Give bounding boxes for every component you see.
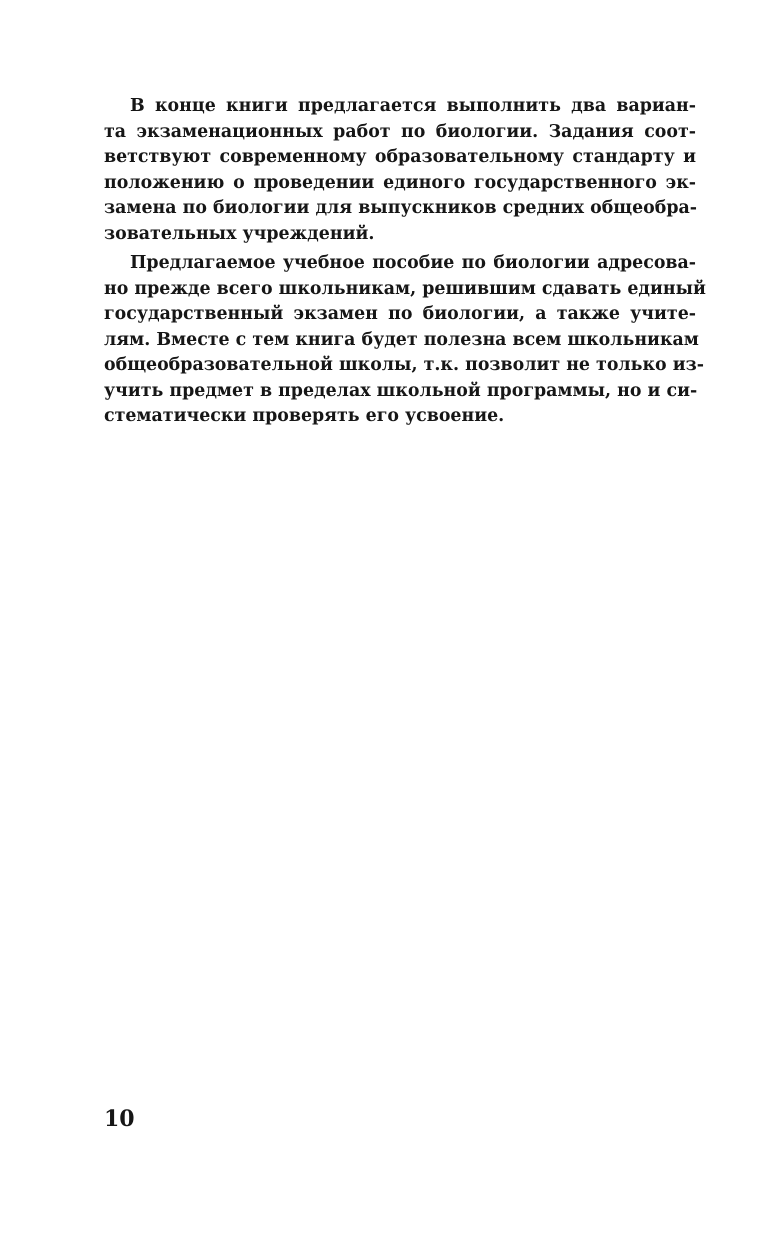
- text-line: учить предмет в пределах школьной программы, но и си-: [104, 380, 698, 401]
- text-line: та экзаменационных работ по биологии. Задания соот-: [104, 121, 696, 142]
- text-line: Предлагаемое учебное пособие по биологии адресова-: [130, 253, 696, 273]
- text-line: общеобразовательной школы, т.к. позволит не только из-: [104, 355, 704, 375]
- text-line: государственный экзамен по биологии, а также учите-: [104, 304, 696, 324]
- text-line: но прежде всего школьникам, решившим сдавать единый: [104, 278, 706, 299]
- page-number: 10: [104, 1106, 135, 1132]
- text-line: ветствуют современному образовательному стандарту и: [104, 147, 696, 167]
- text-line: зовательных учреждений.: [104, 223, 375, 244]
- text-line: замена по биологии для выпускников средних общеобра-: [104, 198, 698, 218]
- body-text: [104, 94, 706, 430]
- text-line: положению о проведении единого государственного эк-: [104, 172, 696, 193]
- paragraph-2: [104, 251, 706, 430]
- text-line: стематически проверять его усвоение.: [104, 406, 505, 426]
- text-line: лям. Вместе с тем книга будет полезна всем школьникам: [104, 329, 699, 350]
- text-line: В конце книги предлагается выполнить два вариан-: [130, 96, 696, 116]
- paragraph-1: [104, 94, 696, 247]
